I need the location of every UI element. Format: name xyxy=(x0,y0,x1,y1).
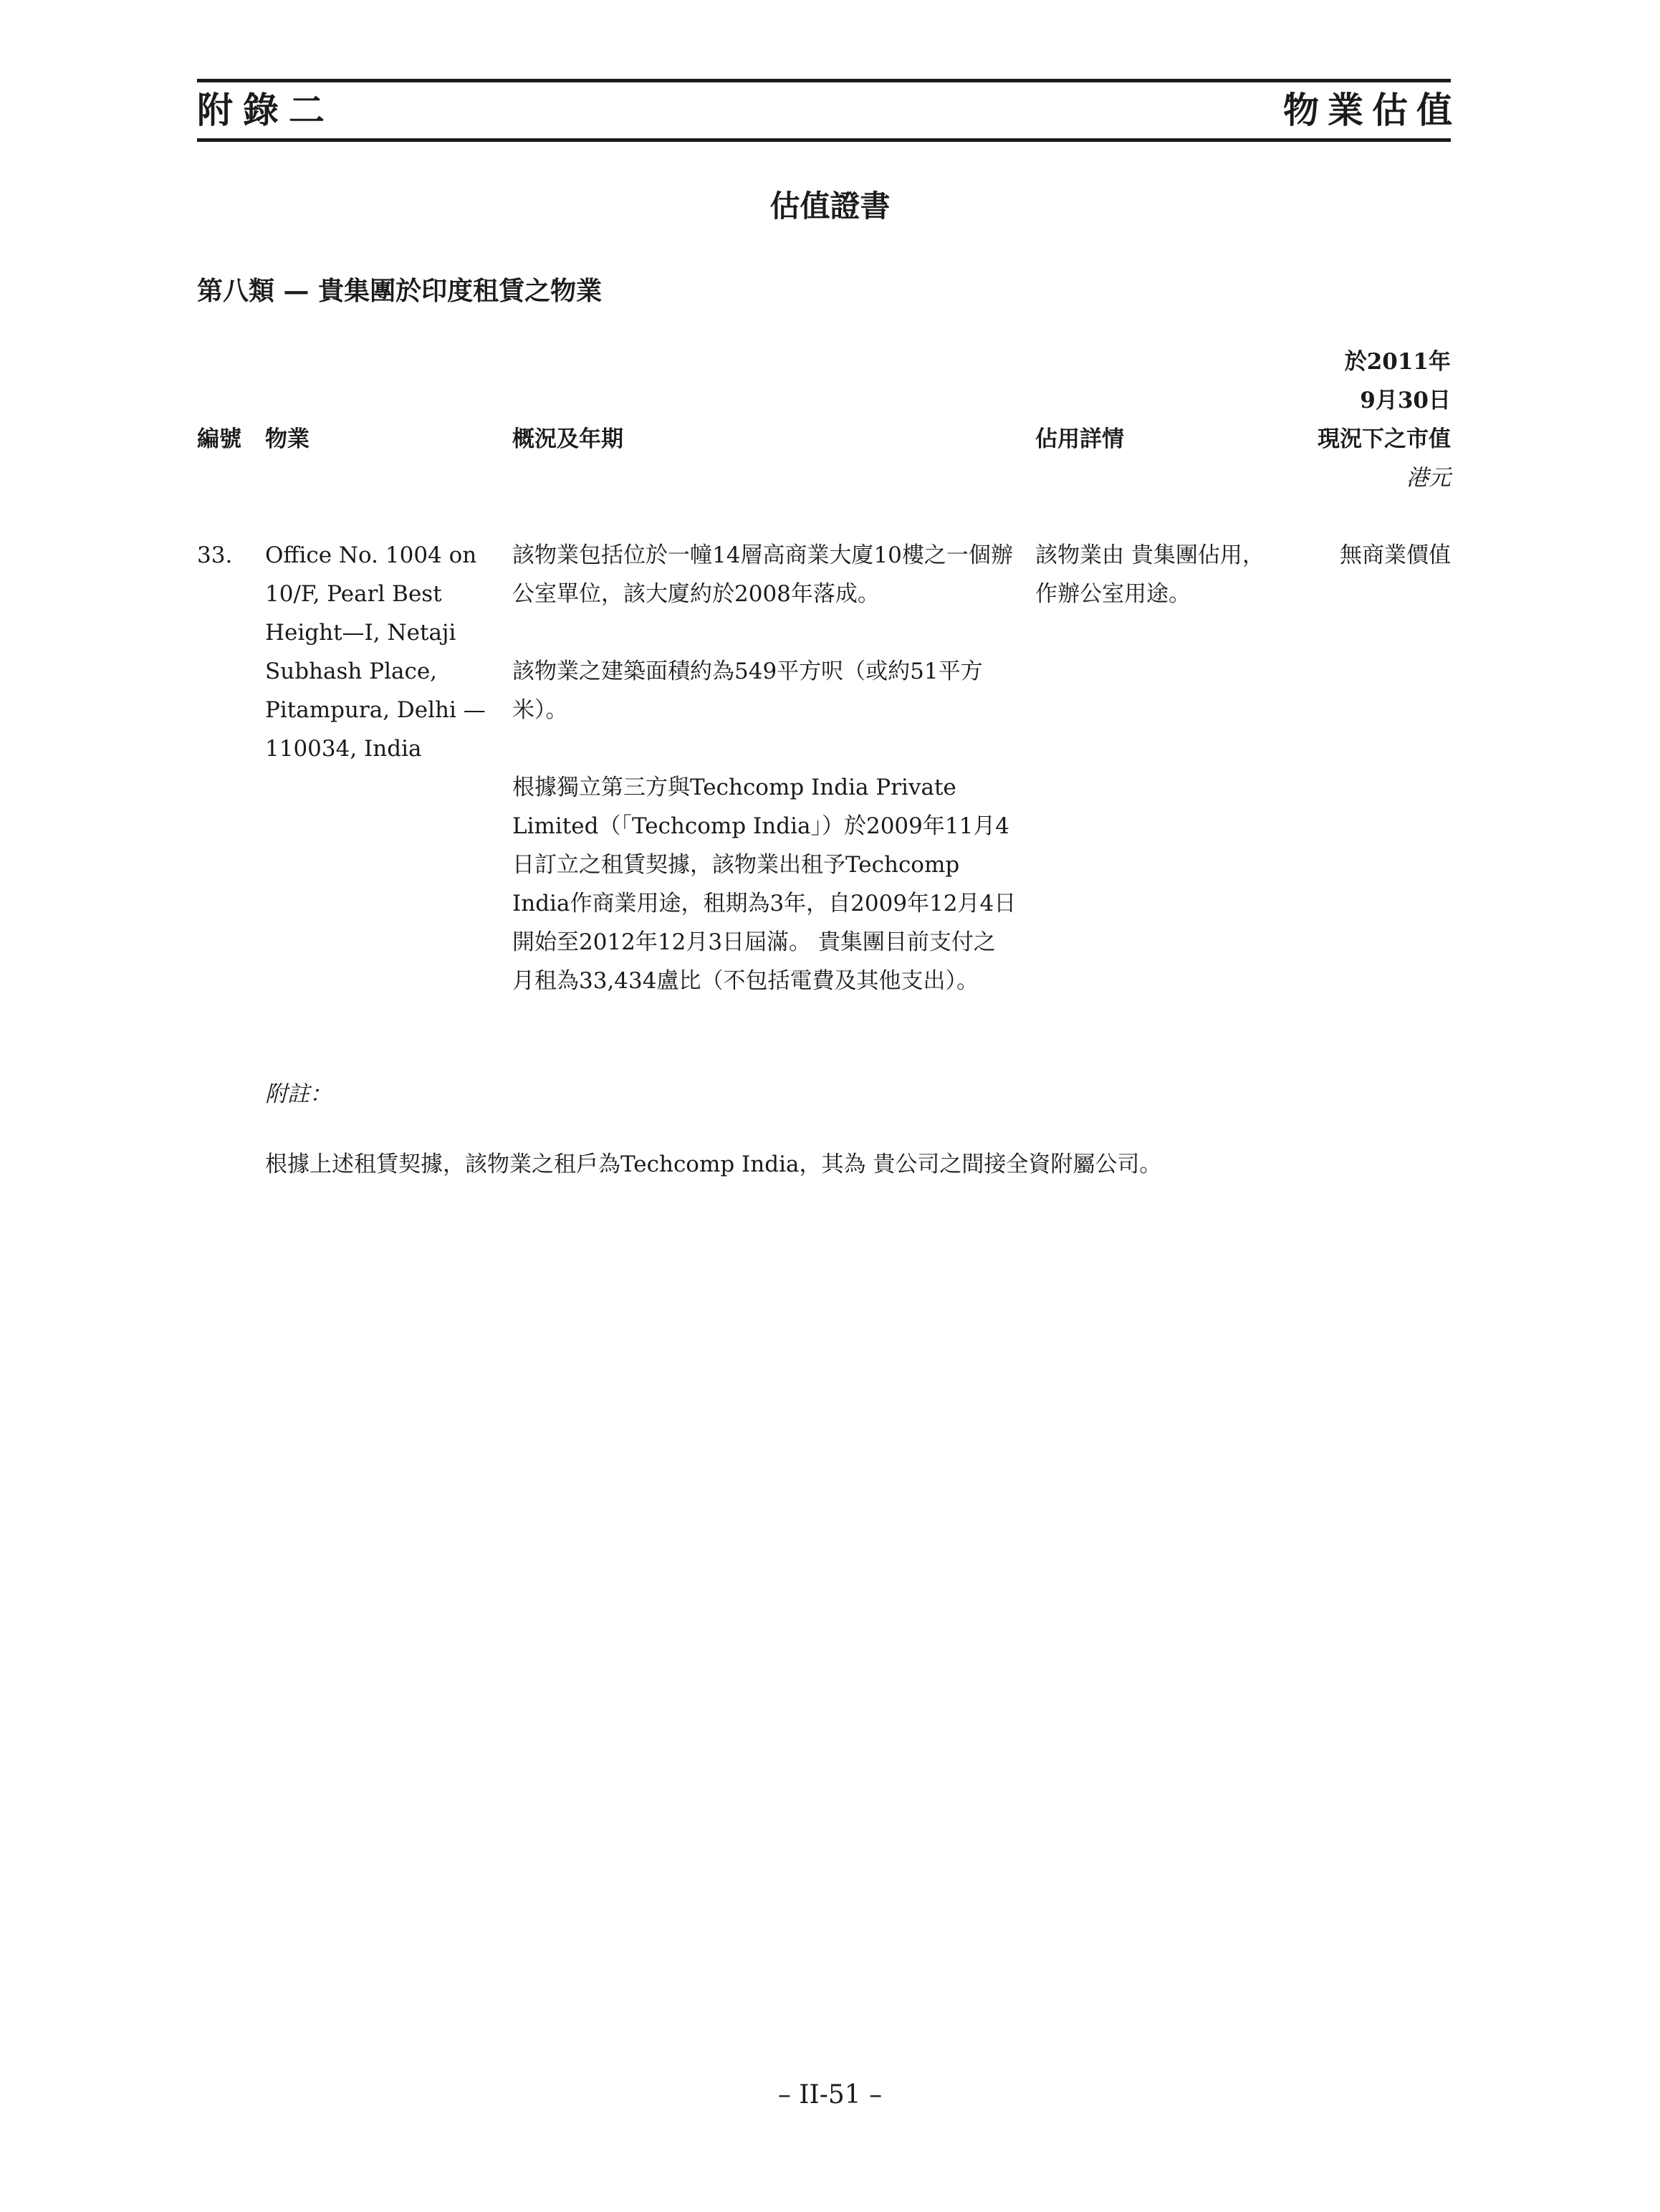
property-number: 33. xyxy=(197,542,233,568)
property-address: Office No. 1004 on 10/F, Pearl Best Height—I, Netaji Subhash Place, Pitampura, Delhi — 110034, India xyxy=(265,542,486,762)
occupancy-details: 該物業由 貴集團佔用，作辦公室用途。 xyxy=(1035,542,1265,607)
header-bottom-rule xyxy=(197,138,1451,142)
value-header-currency: 港元 xyxy=(1406,465,1451,491)
value-header-line2: 9月30日 xyxy=(1360,388,1451,413)
description-paragraph-3: 根據獨立第三方與Techcomp India Private Limited（「Techcomp India」）於2009年11月4日訂立之租賃契據，該物業出租予Techcomp India作商業用途，租期為3年，自2009年12月4日開始至2012年12月3日屆滿。 貴集團目前支付之月租為33,434盧比（不包括電費及其他支出）。 xyxy=(512,775,1017,994)
category-title: 第八類 — 貴集團於印度租賃之物業 xyxy=(197,276,603,306)
column-header-number: 編號 xyxy=(197,426,241,452)
market-value: 無商業價值 xyxy=(1340,542,1451,568)
description-paragraph-2: 該物業之建築面積約為549平方呎（或約51平方米）。 xyxy=(512,659,983,723)
section-heading-right: 物業估值 xyxy=(1283,89,1461,131)
column-header-property: 物業 xyxy=(265,426,310,452)
column-header-description: 概況及年期 xyxy=(512,426,623,452)
column-header-occupancy: 佔用詳情 xyxy=(1035,426,1124,452)
appendix-heading: 附錄二 xyxy=(197,89,335,131)
document-title: 估值證書 xyxy=(769,188,891,224)
header-top-rule xyxy=(197,79,1451,82)
value-header-line1: 於2011年 xyxy=(1344,349,1451,375)
description-paragraph-1: 該物業包括位於一幢14層高商業大廈10樓之一個辦公室單位，該大廈約於2008年落成。 xyxy=(512,542,1013,607)
note-label: 附註： xyxy=(265,1081,332,1107)
page-number: – II-51 – xyxy=(777,2080,883,2110)
value-header-line3: 現況下之市值 xyxy=(1318,426,1451,452)
property-description xyxy=(512,536,1017,1000)
column-header-value xyxy=(1318,343,1451,497)
note-text: 根據上述租賃契據，該物業之租戶為Techcomp India，其為 貴公司之間接全資附屬公司。 xyxy=(265,1152,1162,1177)
